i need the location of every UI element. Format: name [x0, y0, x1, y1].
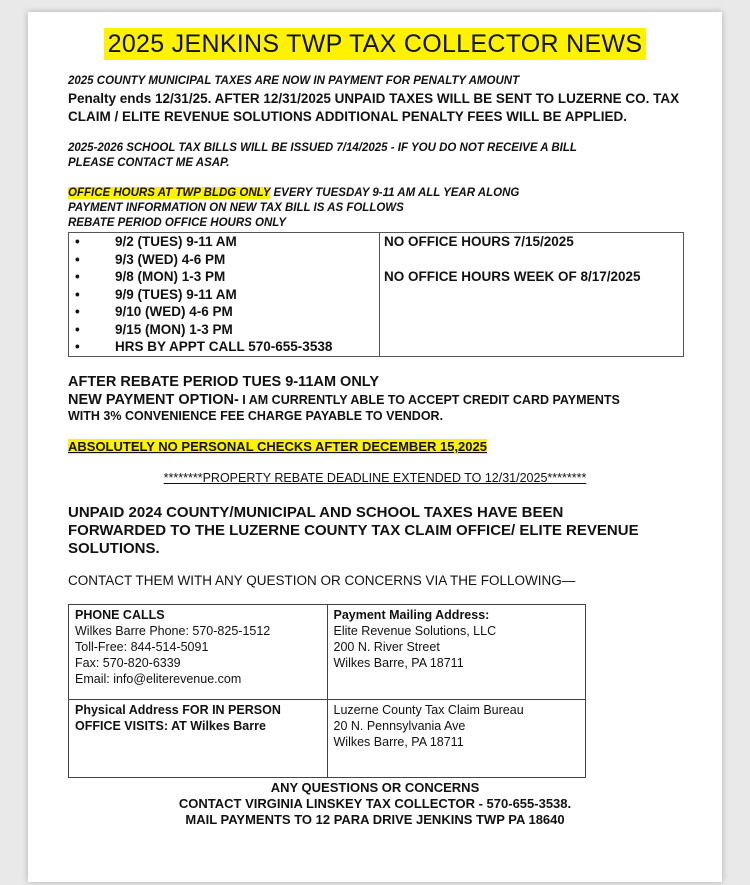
no-checks-notice [68, 439, 487, 454]
physical-address-cell [69, 700, 328, 778]
payment-option-line-2: WITH 3% CONVENIENCE FEE CHARGE PAYABLE TO VENDOR. [68, 409, 444, 423]
schedule-item: • 9/10 (WED) 4-6 PM [75, 304, 233, 319]
physical-address-header: Physical Address FOR IN PERSON [75, 703, 281, 717]
schedule-notes [380, 233, 684, 357]
phone-calls-cell [69, 605, 328, 700]
schedule-item: • 9/8 (MON) 1-3 PM [75, 269, 226, 284]
phone-line: Wilkes Barre Phone: 570-825-1512 [75, 624, 271, 638]
footer-line-3: MAIL PAYMENTS TO 12 PARA DRIVE JENKINS TWP PA 18640 [185, 812, 565, 827]
mailing-address-line: Wilkes Barre, PA 18711 [333, 656, 464, 670]
unpaid-line-3: SOLUTIONS. [68, 540, 160, 557]
mailing-address-header: Payment Mailing Address: [333, 608, 490, 622]
rebate-deadline-notice: ********PROPERTY REBATE DEADLINE EXTENDED TO 12/31/2025******** [163, 471, 587, 485]
schedule-note: NO OFFICE HOURS 7/15/2025 [384, 234, 574, 249]
mailing-address-cell [327, 605, 586, 700]
phone-line: Email: info@eliterevenue.com [75, 672, 242, 686]
mailing-address-line: 200 N. River Street [333, 640, 440, 654]
footer-line-2: CONTACT VIRGINIA LINSKEY TAX COLLECTOR - 570-655-3538. [178, 796, 572, 811]
office-hours-highlight: OFFICE HOURS AT TWP BLDG ONLY [68, 187, 271, 199]
title-text: 2025 JENKINS TWP TAX COLLECTOR NEWS [104, 28, 647, 60]
phone-line: Toll-Free: 844-514-5091 [75, 640, 209, 654]
no-checks-text: ABSOLUTELY NO PERSONAL CHECKS AFTER DECEMBER 15,2025 [68, 439, 487, 454]
contact-table [68, 604, 586, 778]
unpaid-line-2: FORWARDED TO THE LUZERNE COUNTY TAX CLAIM OFFICE/ ELITE REVENUE [68, 522, 639, 539]
tax-claim-bureau-cell [327, 700, 586, 778]
schedule-list [69, 233, 380, 357]
schedule-note: NO OFFICE HOURS WEEK OF 8/17/2025 [384, 269, 641, 284]
physical-address-header: OFFICE VISITS: AT Wilkes Barre [75, 719, 266, 733]
rebate-schedule-table [68, 232, 684, 357]
payment-option-label: NEW PAYMENT OPTION- [68, 392, 239, 408]
payment-info-line: PAYMENT INFORMATION ON NEW TAX BILL IS AS FOLLOWS [68, 202, 404, 214]
county-tax-line-1: 2025 COUNTY MUNICIPAL TAXES ARE NOW IN PAYMENT FOR PENALTY AMOUNT [68, 75, 520, 87]
bureau-address-line: Wilkes Barre, PA 18711 [333, 735, 464, 749]
page-title [28, 30, 722, 59]
document-page [28, 12, 722, 882]
footer-line-1: ANY QUESTIONS OR CONCERNS [270, 780, 480, 795]
schedule-item: • 9/9 (TUES) 9-11 AM [75, 286, 237, 302]
rebate-hours-heading: REBATE PERIOD OFFICE HOURS ONLY [68, 217, 287, 229]
mailing-address-line: Elite Revenue Solutions, LLC [333, 624, 497, 638]
county-tax-line-3: CLAIM / ELITE REVENUE SOLUTIONS ADDITIONAL PENALTY FEES WILL BE APPLIED. [68, 109, 628, 124]
phone-line: Fax: 570-820-6339 [75, 656, 181, 670]
schedule-item: • HRS BY APPT CALL 570-655-3538 [75, 339, 333, 354]
schedule-item: • 9/2 (TUES) 9-11 AM [75, 234, 237, 249]
payment-option-line-1 [68, 391, 620, 409]
payment-option-text: I AM CURRENTLY ABLE TO ACCEPT CREDIT CARD PAYMENTS [238, 393, 620, 407]
bureau-address-line: 20 N. Pennsylvania Ave [333, 719, 466, 733]
office-hours-line [68, 187, 519, 199]
after-rebate-line: AFTER REBATE PERIOD TUES 9-11AM ONLY [68, 374, 379, 390]
schedule-item: • 9/15 (MON) 1-3 PM [75, 321, 233, 337]
school-tax-line-1: 2025-2026 SCHOOL TAX BILLS WILL BE ISSUED 7/14/2025 - IF YOU DO NOT RECEIVE A BILL [68, 142, 577, 154]
spacer [380, 251, 683, 269]
contact-intro: CONTACT THEM WITH ANY QUESTION OR CONCERNS VIA THE FOLLOWING— [68, 573, 576, 588]
schedule-item: • 9/3 (WED) 4-6 PM [75, 251, 226, 267]
school-tax-line-2: PLEASE CONTACT ME ASAP. [68, 157, 230, 169]
bureau-address-line: Luzerne County Tax Claim Bureau [333, 703, 524, 717]
phone-calls-header: PHONE CALLS [75, 608, 165, 622]
unpaid-line-1: UNPAID 2024 COUNTY/MUNICIPAL AND SCHOOL TAXES HAVE BEEN [68, 504, 564, 521]
office-hours-rest: EVERY TUESDAY 9-11 AM ALL YEAR ALONG [270, 187, 520, 199]
county-tax-line-2: Penalty ends 12/31/25. AFTER 12/31/2025 UNPAID TAXES WILL BE SENT TO LUZERNE CO. TAX [68, 91, 680, 106]
